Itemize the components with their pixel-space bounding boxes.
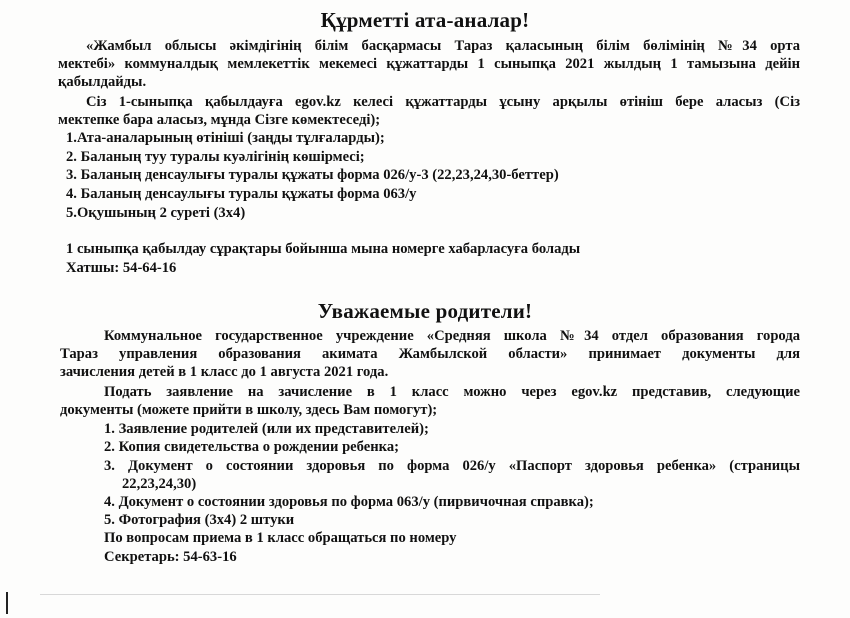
kz-intro-line-3: қабылдайды. xyxy=(58,74,147,90)
ru-doc-item-5: 5. Фотография (3х4) 2 штуки xyxy=(104,512,295,528)
kz-doc-item-2: 2. Баланың туу туралы куәлігінің көшірмесі; xyxy=(66,149,365,165)
kz-apply-line-1: Сіз 1-сыныпқа қабылдауға egov.kz келесі құжаттарды ұсыну арқылы өтініш бере аласыз (Сіз xyxy=(86,94,800,110)
scan-edge-mark xyxy=(6,592,8,614)
kz-doc-item-4: 4. Баланың денсаулығы туралы құжаты форма 063/у xyxy=(66,186,417,202)
kz-doc-item-1: 1.Ата-аналарының өтініші (заңды тұлғаларды); xyxy=(66,130,385,146)
ru-secretary-phone: Секретарь: 54-63-16 xyxy=(104,549,237,565)
ru-title: Уважаемые родители! xyxy=(317,299,533,323)
ru-doc-item-3-continued: 22,23,24,30) xyxy=(122,476,197,492)
ru-intro-line-3: зачисления детей в 1 класс до 1 августа 2021 года. xyxy=(60,364,389,380)
kz-apply-line-2: мектепке бара аласыз, мұнда Сізге көмектеседі); xyxy=(58,112,381,128)
kz-title: Құрметті ата-аналар! xyxy=(320,8,530,32)
ru-doc-item-1: 1. Заявление родителей (или их представителей); xyxy=(104,421,429,437)
ru-intro-line-2: Тараз управления образования акимата Жамбылской области» принимает документы для xyxy=(60,346,800,362)
kz-secretary-phone: Хатшы: 54-64-16 xyxy=(66,260,177,276)
scan-faint-rule xyxy=(40,594,600,595)
kz-doc-item-5: 5.Оқушының 2 суреті (3х4) xyxy=(66,205,246,221)
ru-contact-line: По вопросам приема в 1 класс обращаться по номеру xyxy=(104,530,457,546)
kz-intro-line-1: «Жамбыл облысы әкімдігінің білім басқармасы Тараз қаласының білім бөлімінің №34 орта xyxy=(86,38,800,54)
kz-contact-line: 1 сыныпқа қабылдау сұрақтары бойынша мына номерге хабарласуға болады xyxy=(66,241,581,257)
ru-doc-item-3: 3. Документ о состоянии здоровья по форма 026/у «Паспорт здоровья ребенка» (страницы xyxy=(104,458,800,474)
ru-apply-line-1: Подать заявление на зачисление в 1 класс можно через egov.kz представив, следующие xyxy=(104,384,800,400)
ru-doc-item-4: 4. Документ о состоянии здоровья по форма 063/у (пирвичочная справка); xyxy=(104,494,594,510)
ru-doc-item-2: 2. Копия свидетельства о рождении ребенка; xyxy=(104,439,399,455)
ru-intro-line-1: Коммунальное государственное учреждение «Средняя школа №34 отдел образования города xyxy=(104,328,800,344)
ru-apply-line-2: документы (можете прийти в школу, здесь Вам помогут); xyxy=(60,402,438,418)
kz-intro-line-2: мектебі» коммуналдық мемлекеттік мекемесі құжаттарды 1 сыныпқа 2021 жылдың 1 тамызына дейін xyxy=(58,56,800,72)
kz-doc-item-3: 3. Баланың денсаулығы туралы құжаты форма 026/у-3 (22,23,24,30-беттер) xyxy=(66,167,559,183)
